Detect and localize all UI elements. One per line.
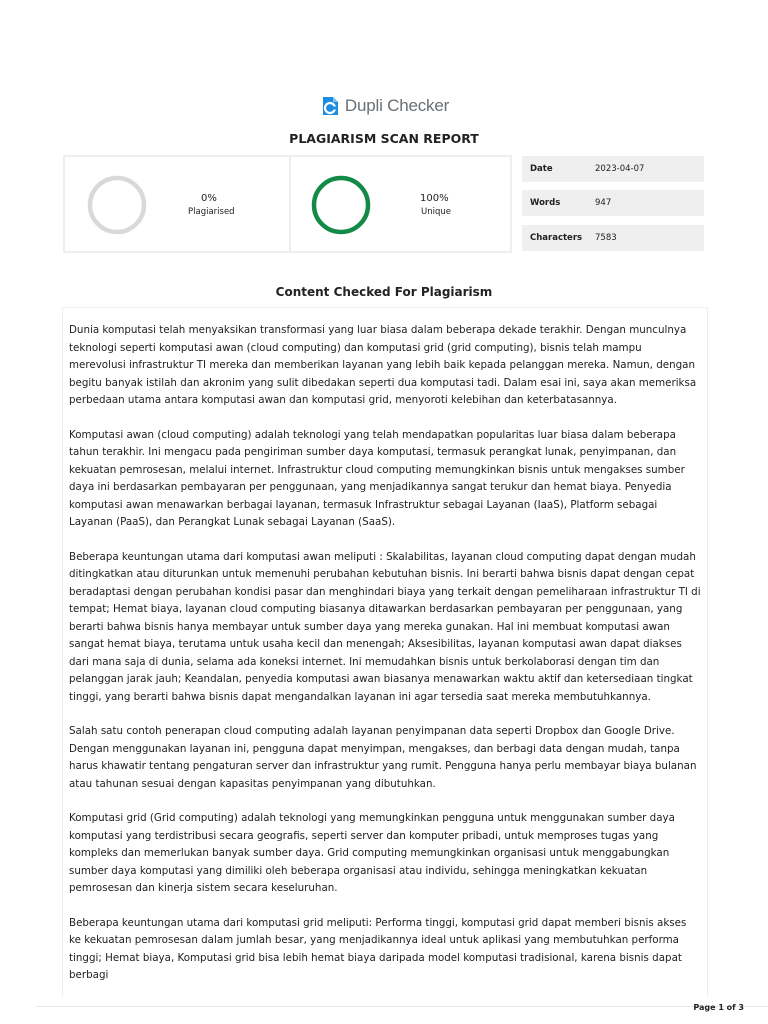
- plagiarised-ring-gauge: [87, 175, 147, 235]
- page-number: Page 1 of 3: [693, 1003, 744, 1012]
- footer-divider: [36, 1006, 768, 1007]
- meta-value: 7583: [595, 233, 617, 243]
- meta-row-date: [522, 156, 704, 182]
- meta-key: Date: [530, 164, 553, 174]
- meta-value: 947: [595, 198, 612, 208]
- content-paragraph: Beberapa keuntungan utama dari komputasi grid meliputi: Performa tinggi, komputasi grid dapat memberi bisnis akses ke kekuatan pemrosesan dalam jumlah besar, yang menjadikannya ideal untuk aplikasi yang membutuhkan performa tinggi; Hemat biaya, Komputasi grid bisa lebih hemat biaya daripada model komputasi tradisional, karena bisnis dapat berbagi: [69, 916, 687, 981]
- content-heading: Content Checked For Plagiarism: [275, 285, 493, 299]
- meta-value: 2023-04-07: [595, 164, 645, 174]
- content-paragraph: Dunia komputasi telah menyaksikan transformasi yang luar biasa dalam beberapa dekade terakhir. Dengan munculnya teknologi seperti komputasi awan (cloud computing) dan komputasi grid (grid computing), bisnis telah mampu merevolusi infrastruktur TI mereka dan memberikan layanan yang lebih baik kepada pelanggan mereka. Namun, dengan begitu banyak istilah dan akronim yang sulit dibedakan seperti dua komputasi tadi. Dalam esai ini, saya akan memeriksa perbedaan utama antara komputasi awan dan komputasi grid, menyoroti kelebihan dan keterbatasannya.: [69, 324, 697, 406]
- content-paragraph: Beberapa keuntungan utama dari komputasi awan meliputi : Skalabilitas, layanan cloud computing dapat dengan mudah ditingkatkan atau diturunkan untuk memenuhi perubahan kebutuhan bisnis. Ini berarti bahwa bisnis dapat dengan cepat beradaptasi dengan perubahan kondisi pasar dan menghindari biaya yang terkait dengan pemeliharaan infrastruktur TI di tempat; Hemat biaya, layanan cloud computing biasanya ditawarkan berdasarkan pembayaran per penggunaan, yang berarti bahwa bisnis hanya membayar untuk sumber daya yang mereka gunakan. Hal ini membuat komputasi awan sangat hemat biaya, terutama untuk usaha kecil dan menengah; Aksesibilitas, layanan komputasi awan dapat diakses dari mana saja di dunia, selama ada koneksi internet. Ini memudahkan bisnis untuk berkolaborasi dengan tim dan pelanggan jarak jauh; Keandalan, penyedia komputasi awan biasanya menawarkan waktu aktif dan ketersediaan tingkat tinggi, yang berarti bahwa bisnis dapat mengandalkan layanan ini agar tersedia saat mereka membutuhkannya.: [69, 550, 701, 703]
- content-paragraph: Komputasi grid (Grid computing) adalah teknologi yang memungkinkan pengguna untuk menggunakan sumber daya komputasi yang terdistribusi secara geografis, seperti server dan komputer pribadi, untuk memproses tugas yang kompleks dan memerlukan banyak sumber daya. Grid computing memungkinkan organisasi untuk menggabungkan sumber daya komputasi yang dimiliki oleh beberapa organisasi atau individu, sehingga meningkatkan kekuatan pemrosesan dan kinerja sistem secara keseluruhan.: [69, 812, 675, 894]
- plagiarised-label: Plagiarised: [188, 207, 235, 217]
- score-summary-panel: [63, 155, 512, 253]
- dupli-checker-logo-icon: [319, 95, 341, 117]
- report-title: PLAGIARISM SCAN REPORT: [289, 131, 479, 146]
- checked-content-box: [62, 307, 708, 997]
- unique-ring-gauge: [311, 175, 371, 235]
- unique-percentage: 100%: [420, 193, 449, 204]
- meta-row-words: [522, 190, 704, 216]
- meta-row-characters: [522, 225, 704, 251]
- meta-key: Characters: [530, 233, 583, 243]
- brand-name: Dupli Checker: [344, 96, 450, 115]
- content-paragraph: Salah satu contoh penerapan cloud computing adalah layanan penyimpanan data seperti Dropbox dan Google Drive. Dengan menggunakan layanan ini, pengguna dapat menyimpan, mengakses, dan berbagi data dengan mudah, tanpa harus khawatir tentang pengaturan server dan infrastruktur yang rumit. Pengguna hanya perlu membayar biaya bulanan atau tahunan sesuai dengan kapasitas penyimpanan yang dibutuhkan.: [69, 725, 697, 790]
- content-paragraph: Komputasi awan (cloud computing) adalah teknologi yang telah mendapatkan popularitas luar biasa dalam beberapa tahun terakhir. Ini mengacu pada pengiriman sumber daya komputasi, termasuk perangkat lunak, penyimpanan, dan kekuatan pemrosesan, melalui internet. Infrastruktur cloud computing memungkinkan bisnis untuk mengakses sumber daya ini berdasarkan pembayaran per penggunaan, yang menjadikannya sangat terukur dan hemat biaya. Penyedia komputasi awan menawarkan berbagai layanan, termasuk Infrastruktur sebagai Layanan (IaaS), Platform sebagai Layanan (PaaS), dan Perangkat Lunak sebagai Layanan (SaaS).: [69, 428, 685, 528]
- dupli-checker-logo: [0, 95, 768, 117]
- plagiarised-percentage: 0%: [201, 193, 217, 204]
- panel-divider: [289, 157, 291, 251]
- unique-label: Unique: [421, 207, 451, 217]
- meta-key: Words: [530, 198, 561, 208]
